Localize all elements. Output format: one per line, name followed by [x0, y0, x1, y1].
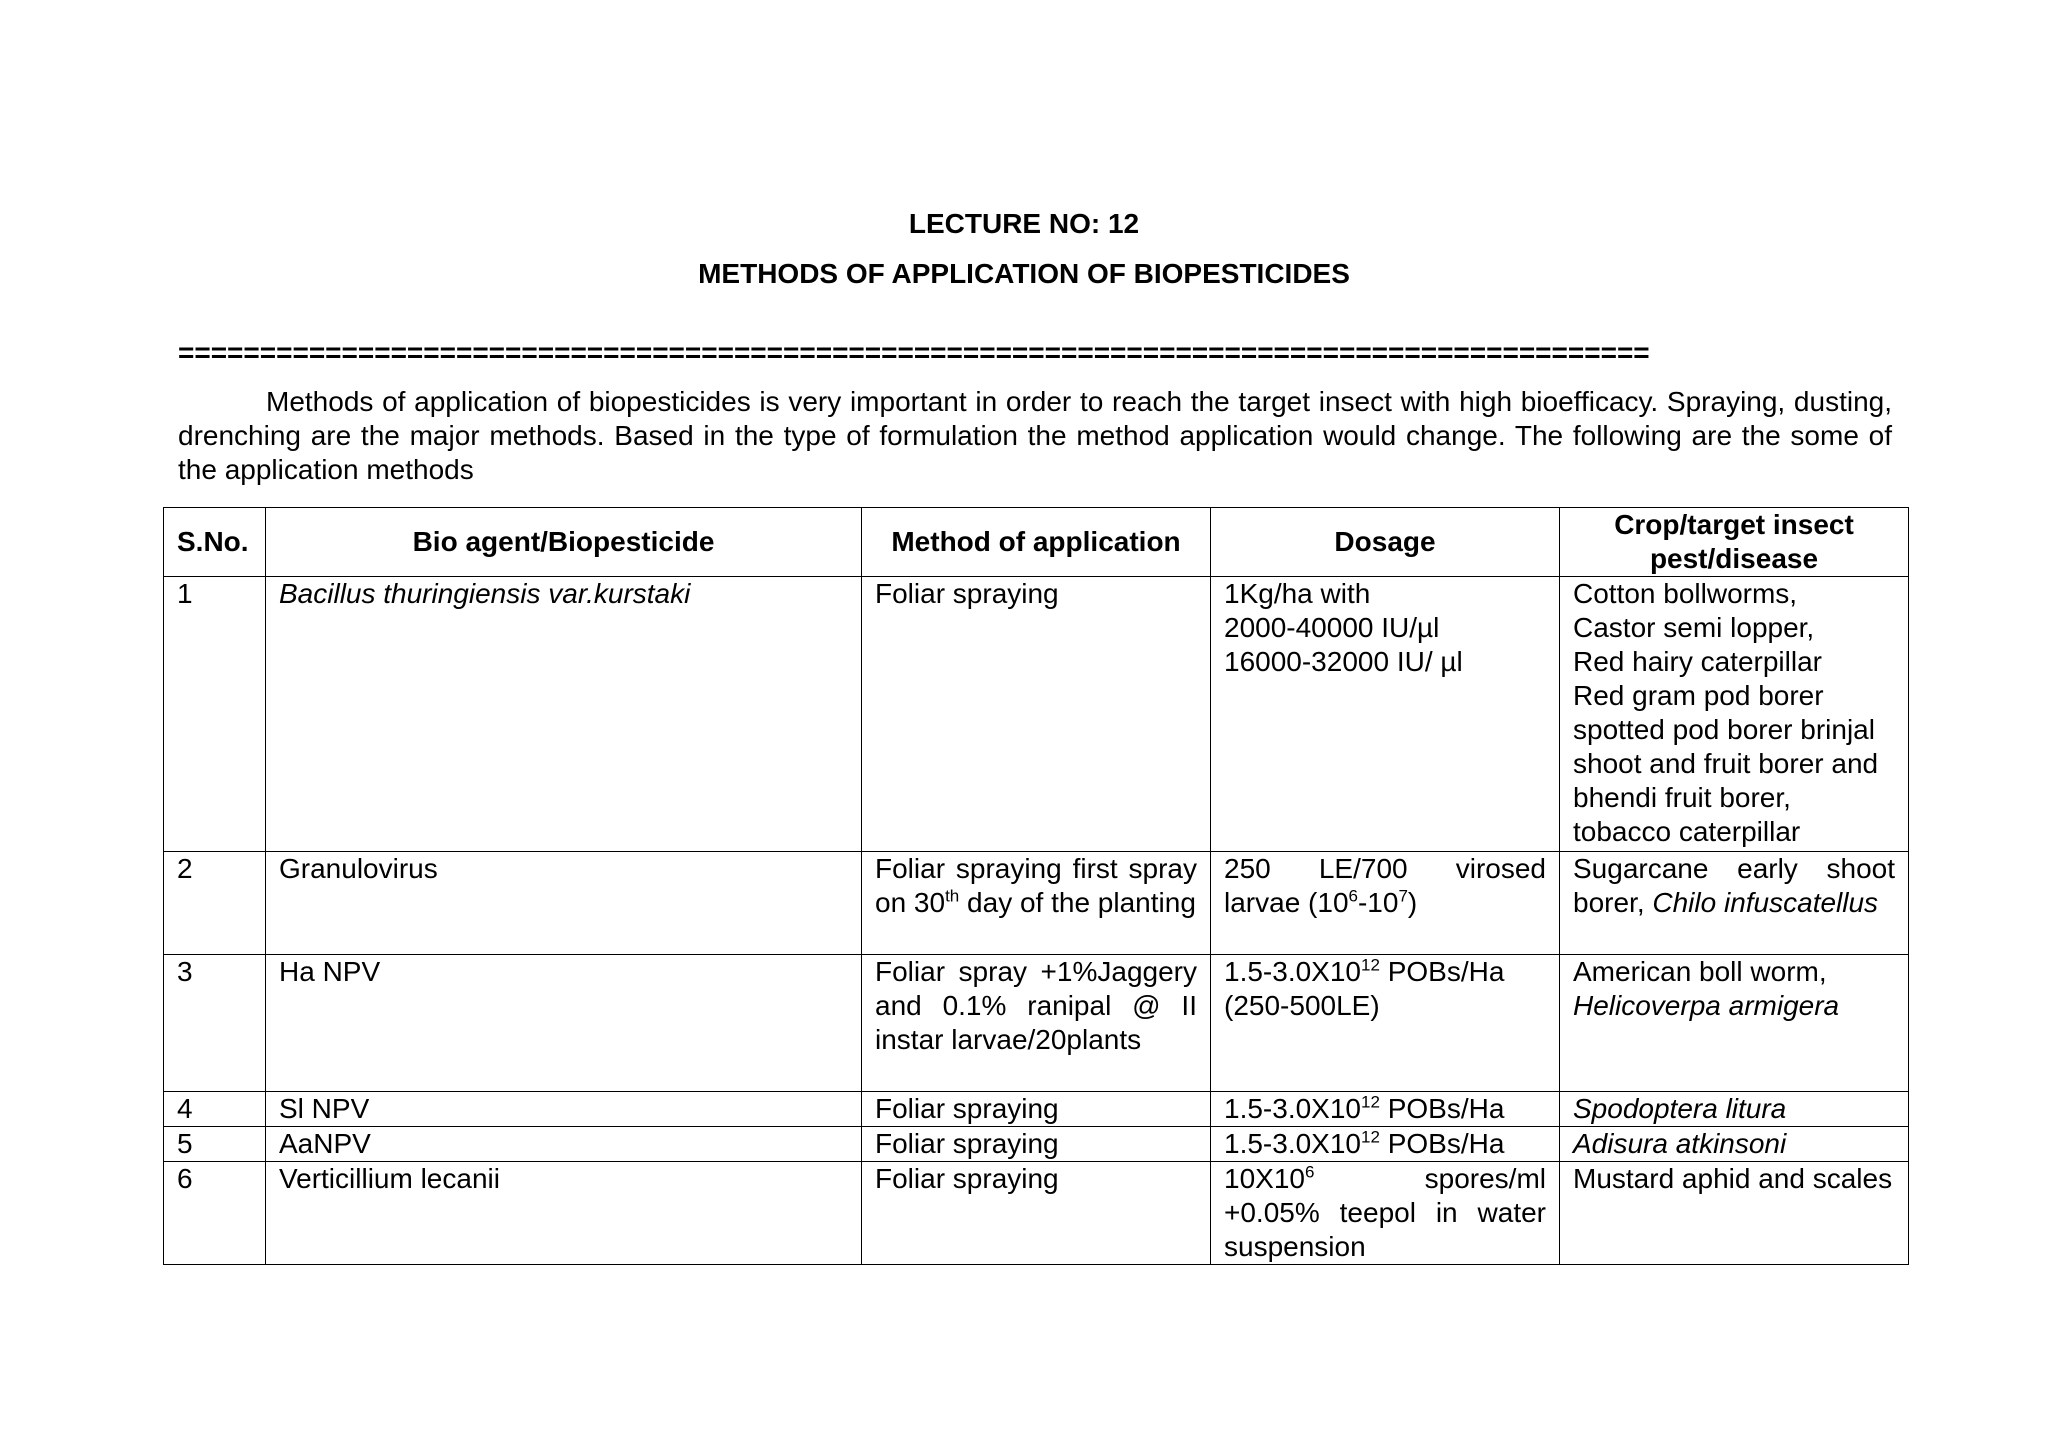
crop-line: Cotton bollworms,: [1573, 578, 1798, 609]
crop-line: Castor semi lopper,: [1573, 612, 1815, 643]
cell-crop: [1560, 577, 1909, 852]
crop-species: Helicoverpa armigera: [1573, 990, 1840, 1021]
cell-method: [862, 852, 1211, 955]
cell-method: Foliar spraying: [862, 1127, 1211, 1162]
dosage-text: 1.5-3.0X10: [1224, 956, 1361, 987]
cell-dosage: [1211, 1162, 1560, 1265]
dosage-line: 16000-32000 IU/ µl: [1224, 646, 1463, 677]
header-sno: S.No.: [164, 508, 266, 577]
dosage-line: (250-500LE): [1224, 990, 1380, 1021]
cell-sno: 6: [164, 1162, 266, 1265]
dosage-text: 10X10: [1224, 1163, 1305, 1194]
dosage-superscript: 12: [1361, 1127, 1380, 1147]
dosage-superscript: 6: [1304, 1162, 1315, 1182]
lecture-number: LECTURE NO: 12: [908, 208, 1140, 239]
cell-crop: Mustard aphid and scales: [1560, 1162, 1909, 1265]
cell-agent: AaNPV: [266, 1127, 862, 1162]
cell-method: Foliar spraying: [862, 1092, 1211, 1127]
cell-agent: Verticillium lecanii: [266, 1162, 862, 1265]
dosage-text-end: POBs/Ha: [1379, 956, 1505, 987]
cell-crop: Adisura atkinsoni: [1560, 1127, 1909, 1162]
page-title: METHODS OF APPLICATION OF BIOPESTICIDES: [698, 258, 1350, 289]
table-row: [164, 1127, 1909, 1162]
cell-dosage: [1211, 577, 1560, 852]
cell-dosage: [1211, 1092, 1560, 1127]
crop-species: Chilo infuscatellus: [1652, 887, 1879, 918]
cell-sno: 4: [164, 1092, 266, 1127]
dosage-text: 250 LE/700 virosed larvae (10: [1224, 853, 1546, 918]
dosage-text-mid: -10: [1357, 887, 1399, 918]
method-text-end: day of the planting: [959, 887, 1196, 918]
cell-method: Foliar spray +1%Jaggery and 0.1% ranipal @ II instar larvae/20plants: [862, 955, 1211, 1092]
intro-paragraph: Methods of application of biopesticides is very important in order to reach the target insect with high bioefficacy. Spraying, dusting, drenching are the major methods. Based in the type of formulation the method application would change. The following are the some of the application methods: [178, 386, 1892, 485]
cell-sno: 3: [164, 955, 266, 1092]
dosage-text: 1.5-3.0X10: [1224, 1093, 1361, 1124]
method-superscript: th: [945, 886, 960, 906]
header-agent: Bio agent/Biopesticide: [266, 508, 862, 577]
header-dosage: Dosage: [1211, 508, 1560, 577]
crop-line: Red gram pod borer: [1573, 680, 1824, 711]
cell-sno: 5: [164, 1127, 266, 1162]
dosage-text-end: spores/ml +0.05% teepol in water suspension: [1224, 1163, 1546, 1262]
table-header-row: [164, 508, 1909, 577]
table-row: [164, 1092, 1909, 1127]
dosage-text-end: POBs/Ha: [1379, 1093, 1505, 1124]
dosage-superscript: 6: [1348, 886, 1358, 906]
crop-line: Red hairy caterpillar: [1573, 646, 1822, 677]
dosage-superscript: 12: [1361, 1092, 1380, 1112]
crop-text: Sugarcane early shoot borer,: [1573, 853, 1895, 918]
cell-crop: Spodoptera litura: [1560, 1092, 1909, 1127]
application-methods-table: [163, 507, 1909, 1265]
cell-sno: 1: [164, 577, 266, 852]
table-row: [164, 1162, 1909, 1265]
crop-line: spotted pod borer brinjal: [1573, 714, 1875, 745]
crop-line: shoot and fruit borer and: [1573, 748, 1879, 779]
cell-crop: [1560, 852, 1909, 955]
cell-dosage: [1211, 955, 1560, 1092]
crop-text: American boll worm,: [1573, 956, 1827, 987]
cell-dosage: [1211, 1127, 1560, 1162]
table-row: [164, 852, 1909, 955]
method-text: Foliar spraying first spray on 30: [875, 853, 1197, 918]
dosage-text-end: ): [1407, 887, 1418, 918]
header-method: Method of application: [862, 508, 1211, 577]
cell-crop: [1560, 955, 1909, 1092]
table-row: [164, 577, 1909, 852]
dosage-line: [1224, 955, 1546, 989]
cell-method: Foliar spraying: [862, 1162, 1211, 1265]
dosage-line: 2000-40000 IU/µl: [1224, 612, 1440, 643]
crop-line: tobacco caterpillar: [1573, 816, 1801, 847]
cell-agent: Ha NPV: [266, 955, 862, 1092]
dosage-superscript: 7: [1398, 886, 1408, 906]
dosage-superscript: 12: [1361, 955, 1380, 975]
dosage-line: 1Kg/ha with: [1224, 578, 1371, 609]
cell-agent: Bacillus thuringiensis var.kurstaki: [266, 577, 862, 852]
cell-agent: Sl NPV: [266, 1092, 862, 1127]
cell-agent: Granulovirus: [266, 852, 862, 955]
cell-method: Foliar spraying: [862, 577, 1211, 852]
divider-rule: ==========================================================================================: [178, 337, 1650, 368]
dosage-text: 1.5-3.0X10: [1224, 1128, 1361, 1159]
table-row: [164, 955, 1909, 1092]
cell-dosage: [1211, 852, 1560, 955]
cell-sno: 2: [164, 852, 266, 955]
header-crop: Crop/target insect pest/disease: [1560, 508, 1909, 577]
crop-line: bhendi fruit borer,: [1573, 782, 1791, 813]
dosage-text-end: POBs/Ha: [1379, 1128, 1505, 1159]
